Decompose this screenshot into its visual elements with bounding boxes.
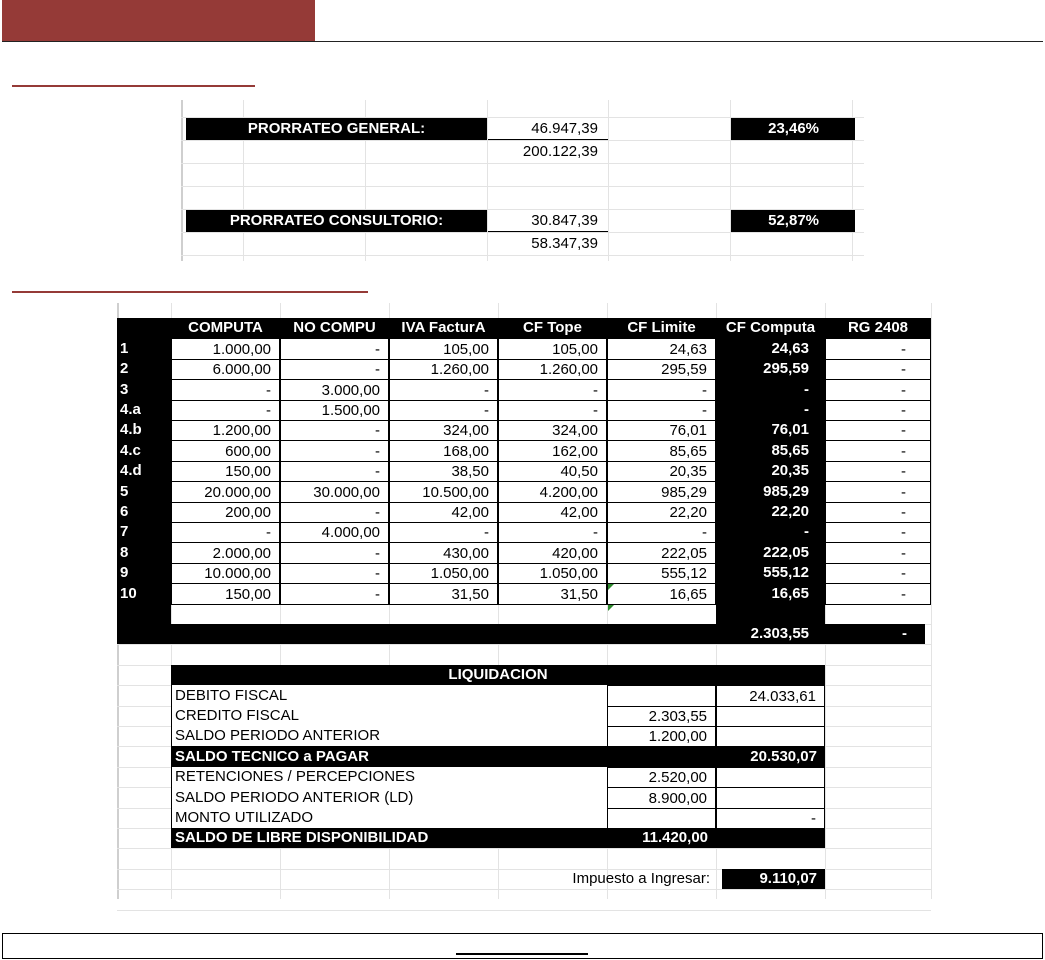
table-cell: - <box>171 522 280 543</box>
table-cell-cf-computa: 22,20 <box>716 502 825 522</box>
table-cell: 42,00 <box>498 502 607 523</box>
total-cf-computa: 2.303,55 <box>716 624 825 644</box>
table-cell: - <box>280 338 389 360</box>
table-cell: - <box>171 400 280 421</box>
table-cell: - <box>389 379 498 401</box>
table-cell: - <box>389 400 498 421</box>
table-cell: 10.000,00 <box>171 563 280 584</box>
prorrateo-consultorio-label: PRORRATEO CONSULTORIO: <box>186 210 487 232</box>
column-header: COMPUTA <box>171 318 280 338</box>
table-cell: 22,20 <box>607 502 716 523</box>
table-cell: 40,50 <box>498 461 607 482</box>
liquidacion-label: SALDO PERIODO ANTERIOR (LD) <box>171 787 607 809</box>
prorrateo-general-percent: 23,46% <box>731 118 855 140</box>
table-cell-cf-computa: 985,29 <box>716 481 825 502</box>
table-cell: 6.000,00 <box>171 359 280 380</box>
table-cell: - <box>389 522 498 543</box>
table-cell-cf-computa: 555,12 <box>716 563 825 583</box>
column-header: CF Computa <box>716 318 825 338</box>
liquidacion-right-value <box>716 767 825 788</box>
table-cell-cf-computa: 295,59 <box>716 359 825 379</box>
liquidacion-mid-value <box>607 808 716 829</box>
header-rule <box>2 41 1043 42</box>
impuesto-value: 9.110,07 <box>722 869 825 889</box>
table-cell: 4.200,00 <box>498 481 607 503</box>
table-cell: 38,50 <box>389 461 498 482</box>
liquidacion-mid-value <box>607 746 716 767</box>
table-cell: 985,29 <box>607 481 716 503</box>
table-cell: - <box>825 563 931 584</box>
table-cell: 105,00 <box>389 338 498 360</box>
error-marker-icon <box>608 584 614 590</box>
liquidacion-label: CREDITO FISCAL <box>171 706 607 727</box>
prorrateo-general-label: PRORRATEO GENERAL: <box>186 118 487 140</box>
liquidacion-mid-value: 2.303,55 <box>607 706 716 727</box>
table-cell: - <box>825 379 931 401</box>
table-cell: - <box>825 461 931 482</box>
table-cell-cf-computa: 85,65 <box>716 440 825 461</box>
column-header: NO COMPU <box>280 318 389 338</box>
table-cell: 24,63 <box>607 338 716 360</box>
table-cell-cf-computa: 222,05 <box>716 542 825 563</box>
liquidacion-title: LIQUIDACION <box>171 665 825 685</box>
table-cell: 420,00 <box>498 542 607 564</box>
table-cell: 105,00 <box>498 338 607 360</box>
liquidacion-mid-value: 8.900,00 <box>607 787 716 809</box>
column-header: CF Limite <box>607 318 716 338</box>
liquidacion-mid-value: 1.200,00 <box>607 726 716 747</box>
section-underline-2 <box>12 291 368 293</box>
table-cell: 30.000,00 <box>280 481 389 503</box>
prorrateo-sheet <box>181 100 864 261</box>
table-cell: 1.260,00 <box>498 359 607 380</box>
table-cell: 16,65 <box>607 583 716 605</box>
liquidacion-right-value <box>716 726 825 747</box>
table-cell: 1.000,00 <box>171 338 280 360</box>
table-cell-cf-computa: 24,63 <box>716 338 825 359</box>
table-cell: - <box>280 563 389 584</box>
prorrateo-consultorio-percent: 52,87% <box>731 210 855 232</box>
table-cell: - <box>498 400 607 421</box>
table-cell: - <box>171 379 280 401</box>
row-id: 5 <box>120 481 171 502</box>
liquidacion-label: DEBITO FISCAL <box>171 685 607 707</box>
table-cell: - <box>280 542 389 564</box>
liquidacion-right-value: 20.530,07 <box>716 746 825 767</box>
liquidacion-right-value: 24.033,61 <box>716 685 825 707</box>
table-cell: - <box>280 502 389 523</box>
table-cell: 430,00 <box>389 542 498 564</box>
prorrateo-consultorio-denominator: 58.347,39 <box>531 235 598 252</box>
liquidacion-right-value: - <box>716 808 825 829</box>
footer-underline <box>456 953 588 955</box>
table-cell: - <box>280 420 389 441</box>
table-cell: - <box>607 379 716 401</box>
table-cell: 85,65 <box>607 440 716 462</box>
table-cell: - <box>825 522 931 543</box>
table-cell: 1.200,00 <box>171 420 280 441</box>
prorrateo-general-denominator: 200.122,39 <box>522 143 598 160</box>
row-id: 3 <box>120 379 171 400</box>
table-cell: - <box>825 481 931 503</box>
row-id: 4.d <box>120 461 171 481</box>
column-header: CF Tope <box>498 318 607 338</box>
table-cell-cf-computa: - <box>716 400 825 420</box>
column-header: IVA FacturA <box>389 318 498 338</box>
table-cell: - <box>498 379 607 401</box>
table-cell: - <box>607 522 716 543</box>
row-id: 6 <box>120 502 171 522</box>
row-id: 4.b <box>120 420 171 440</box>
table-cell: 1.050,00 <box>389 563 498 584</box>
liquidacion-label: SALDO DE LIBRE DISPONIBILIDAD <box>175 828 607 848</box>
table-cell: 555,12 <box>607 563 716 584</box>
impuesto-label: Impuesto a Ingresar: <box>572 870 710 887</box>
prorrateo-consultorio-numerator: 30.847,39 <box>488 210 608 232</box>
table-cell: - <box>280 440 389 462</box>
table-cell: 76,01 <box>607 420 716 441</box>
table-cell: 1.050,00 <box>498 563 607 584</box>
table-cell: - <box>607 400 716 421</box>
liquidacion-label: RETENCIONES / PERCEPCIONES <box>171 767 607 788</box>
liquidacion-right-value <box>716 828 825 848</box>
table-cell-cf-computa: - <box>716 379 825 400</box>
table-cell: 150,00 <box>171 583 280 605</box>
total-rg-2408: - <box>825 624 925 644</box>
row-id: 8 <box>120 542 171 563</box>
table-cell: - <box>825 338 931 360</box>
table-cell: - <box>825 502 931 523</box>
liquidacion-right-value <box>716 787 825 809</box>
table-cell-cf-computa: - <box>716 522 825 542</box>
liquidacion-label: SALDO TECNICO a PAGAR <box>175 746 607 767</box>
table-cell: 295,59 <box>607 359 716 380</box>
liquidacion-label: MONTO UTILIZADO <box>171 808 607 829</box>
credito-fiscal-sheet <box>117 303 931 899</box>
table-cell: - <box>498 522 607 543</box>
table-cell: 31,50 <box>498 583 607 605</box>
table-cell: 168,00 <box>389 440 498 462</box>
table-cell: - <box>280 359 389 380</box>
table-cell: 31,50 <box>389 583 498 605</box>
liquidacion-right-value <box>716 706 825 727</box>
row-id: 4.c <box>120 440 171 461</box>
liquidacion-label: SALDO PERIODO ANTERIOR <box>171 726 607 747</box>
row-id: 4.a <box>120 400 171 420</box>
footer-box <box>2 933 1043 959</box>
table-cell: 600,00 <box>171 440 280 462</box>
table-cell: 324,00 <box>389 420 498 441</box>
table-cell: - <box>825 400 931 421</box>
table-cell: 324,00 <box>498 420 607 441</box>
row-id: 10 <box>120 583 171 604</box>
liquidacion-mid-value: 11.420,00 <box>607 828 716 848</box>
table-cell: 3.000,00 <box>280 379 389 401</box>
table-cell: - <box>825 359 931 380</box>
table-cell: 222,05 <box>607 542 716 564</box>
table-cell: - <box>825 420 931 441</box>
table-cell: 42,00 <box>389 502 498 523</box>
liquidacion-mid-value <box>607 685 716 707</box>
table-cell: - <box>280 461 389 482</box>
table-cell-cf-computa: 76,01 <box>716 420 825 440</box>
table-cell: - <box>825 440 931 462</box>
column-header: RG 2408 <box>825 318 931 338</box>
table-cell: 200,00 <box>171 502 280 523</box>
table-cell: 10.500,00 <box>389 481 498 503</box>
table-cell: 150,00 <box>171 461 280 482</box>
liquidacion-mid-value: 2.520,00 <box>607 767 716 788</box>
table-cell: 2.000,00 <box>171 542 280 564</box>
table-cell: 20,35 <box>607 461 716 482</box>
table-cell: 162,00 <box>498 440 607 462</box>
table-cell-cf-computa: 16,65 <box>716 583 825 604</box>
row-id: 7 <box>120 522 171 542</box>
prorrateo-general-numerator: 46.947,39 <box>488 118 608 140</box>
row-id: 1 <box>120 338 171 359</box>
table-cell: 1.260,00 <box>389 359 498 380</box>
table-cell-cf-computa: 20,35 <box>716 461 825 481</box>
table-cell: - <box>825 542 931 564</box>
table-cell: - <box>280 583 389 605</box>
table-cell: - <box>825 583 931 605</box>
table-cell: 4.000,00 <box>280 522 389 543</box>
table-cell: 20.000,00 <box>171 481 280 503</box>
table-cell: 1.500,00 <box>280 400 389 421</box>
error-marker-icon <box>608 605 614 611</box>
row-id: 9 <box>120 563 171 583</box>
header-accent-bar <box>2 0 315 41</box>
section-underline-1 <box>12 85 255 87</box>
row-id: 2 <box>120 359 171 379</box>
